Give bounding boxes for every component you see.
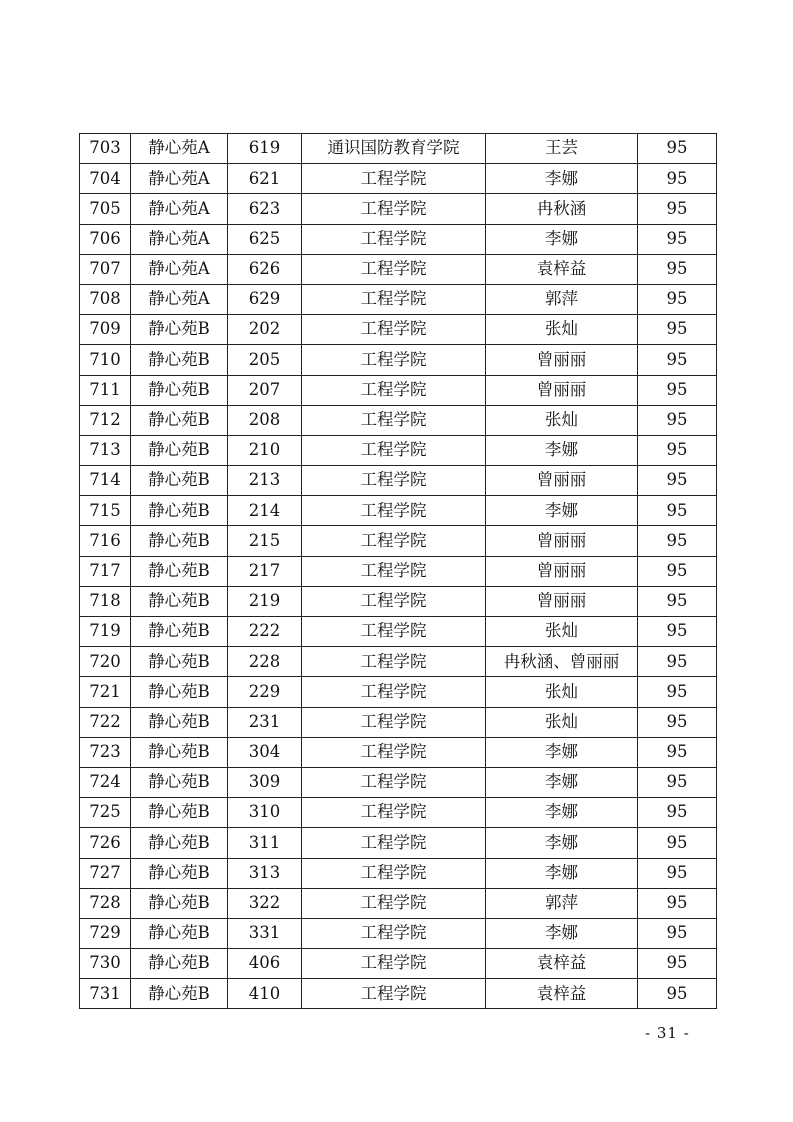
college-cell: 工程学院 <box>302 677 486 707</box>
table-row <box>80 798 717 828</box>
college-cell: 工程学院 <box>302 526 486 556</box>
row-number-cell: 706 <box>80 224 131 254</box>
table-row <box>80 466 717 496</box>
table-row <box>80 556 717 586</box>
room-cell: 208 <box>228 405 302 435</box>
score-cell: 95 <box>638 164 717 194</box>
room-cell: 217 <box>228 556 302 586</box>
counselor-cell: 曾丽丽 <box>486 526 638 556</box>
table-row <box>80 164 717 194</box>
building-cell: 静心苑B <box>131 526 228 556</box>
counselor-cell: 郭萍 <box>486 284 638 314</box>
score-cell: 95 <box>638 888 717 918</box>
counselor-cell: 李娜 <box>486 918 638 948</box>
counselor-cell: 冉秋涵 <box>486 194 638 224</box>
counselor-cell: 张灿 <box>486 617 638 647</box>
building-cell: 静心苑B <box>131 918 228 948</box>
college-cell: 工程学院 <box>302 707 486 737</box>
row-number-cell: 704 <box>80 164 131 194</box>
building-cell: 静心苑A <box>131 134 228 164</box>
building-cell: 静心苑A <box>131 254 228 284</box>
row-number-cell: 725 <box>80 798 131 828</box>
table-row <box>80 979 717 1009</box>
counselor-cell: 曾丽丽 <box>486 586 638 616</box>
score-cell: 95 <box>638 134 717 164</box>
building-cell: 静心苑B <box>131 647 228 677</box>
room-cell: 619 <box>228 134 302 164</box>
college-cell: 工程学院 <box>302 315 486 345</box>
building-cell: 静心苑B <box>131 979 228 1009</box>
table-row <box>80 949 717 979</box>
counselor-cell: 袁梓益 <box>486 979 638 1009</box>
score-cell: 95 <box>638 315 717 345</box>
room-cell: 410 <box>228 979 302 1009</box>
counselor-cell: 张灿 <box>486 677 638 707</box>
row-number-cell: 723 <box>80 737 131 767</box>
building-cell: 静心苑B <box>131 858 228 888</box>
room-cell: 621 <box>228 164 302 194</box>
college-cell: 工程学院 <box>302 466 486 496</box>
college-cell: 工程学院 <box>302 888 486 918</box>
college-cell: 工程学院 <box>302 586 486 616</box>
table-body <box>80 134 717 1009</box>
row-number-cell: 728 <box>80 888 131 918</box>
room-cell: 231 <box>228 707 302 737</box>
table-row <box>80 737 717 767</box>
score-cell: 95 <box>638 375 717 405</box>
counselor-cell: 李娜 <box>486 858 638 888</box>
score-cell: 95 <box>638 466 717 496</box>
row-number-cell: 713 <box>80 435 131 465</box>
row-number-cell: 709 <box>80 315 131 345</box>
room-cell: 210 <box>228 435 302 465</box>
college-cell: 工程学院 <box>302 435 486 465</box>
building-cell: 静心苑B <box>131 798 228 828</box>
table-row <box>80 677 717 707</box>
college-cell: 工程学院 <box>302 617 486 647</box>
row-number-cell: 720 <box>80 647 131 677</box>
counselor-cell: 张灿 <box>486 315 638 345</box>
college-cell: 工程学院 <box>302 737 486 767</box>
table-row <box>80 194 717 224</box>
building-cell: 静心苑B <box>131 737 228 767</box>
table-row <box>80 888 717 918</box>
room-cell: 626 <box>228 254 302 284</box>
row-number-cell: 710 <box>80 345 131 375</box>
building-cell: 静心苑B <box>131 617 228 647</box>
room-cell: 629 <box>228 284 302 314</box>
building-cell: 静心苑B <box>131 677 228 707</box>
college-cell: 工程学院 <box>302 375 486 405</box>
building-cell: 静心苑B <box>131 345 228 375</box>
building-cell: 静心苑B <box>131 888 228 918</box>
building-cell: 静心苑B <box>131 767 228 797</box>
score-cell: 95 <box>638 828 717 858</box>
row-number-cell: 722 <box>80 707 131 737</box>
table-row <box>80 134 717 164</box>
room-cell: 313 <box>228 858 302 888</box>
college-cell: 工程学院 <box>302 224 486 254</box>
row-number-cell: 726 <box>80 828 131 858</box>
room-cell: 304 <box>228 737 302 767</box>
building-cell: 静心苑B <box>131 405 228 435</box>
college-cell: 工程学院 <box>302 405 486 435</box>
building-cell: 静心苑B <box>131 828 228 858</box>
table-row <box>80 707 717 737</box>
counselor-cell: 张灿 <box>486 707 638 737</box>
room-cell: 311 <box>228 828 302 858</box>
score-cell: 95 <box>638 435 717 465</box>
table-row <box>80 284 717 314</box>
building-cell: 静心苑A <box>131 164 228 194</box>
building-cell: 静心苑B <box>131 466 228 496</box>
room-cell: 331 <box>228 918 302 948</box>
building-cell: 静心苑A <box>131 224 228 254</box>
table-row <box>80 375 717 405</box>
counselor-cell: 李娜 <box>486 164 638 194</box>
counselor-cell: 张灿 <box>486 405 638 435</box>
score-cell: 95 <box>638 254 717 284</box>
score-cell: 95 <box>638 647 717 677</box>
score-cell: 95 <box>638 405 717 435</box>
table-row <box>80 345 717 375</box>
counselor-cell: 曾丽丽 <box>486 556 638 586</box>
college-cell: 工程学院 <box>302 949 486 979</box>
score-cell: 95 <box>638 707 717 737</box>
room-cell: 310 <box>228 798 302 828</box>
college-cell: 工程学院 <box>302 918 486 948</box>
room-cell: 213 <box>228 466 302 496</box>
room-cell: 202 <box>228 315 302 345</box>
college-cell: 工程学院 <box>302 496 486 526</box>
room-cell: 219 <box>228 586 302 616</box>
college-cell: 通识国防教育学院 <box>302 134 486 164</box>
room-cell: 406 <box>228 949 302 979</box>
score-cell: 95 <box>638 858 717 888</box>
college-cell: 工程学院 <box>302 798 486 828</box>
row-number-cell: 719 <box>80 617 131 647</box>
college-cell: 工程学院 <box>302 556 486 586</box>
table-row <box>80 767 717 797</box>
table-row <box>80 315 717 345</box>
row-number-cell: 707 <box>80 254 131 284</box>
row-number-cell: 717 <box>80 556 131 586</box>
score-cell: 95 <box>638 224 717 254</box>
score-cell: 95 <box>638 979 717 1009</box>
table-row <box>80 405 717 435</box>
counselor-cell: 李娜 <box>486 798 638 828</box>
row-number-cell: 730 <box>80 949 131 979</box>
score-cell: 95 <box>638 767 717 797</box>
counselor-cell: 李娜 <box>486 737 638 767</box>
row-number-cell: 731 <box>80 979 131 1009</box>
table-row <box>80 647 717 677</box>
row-number-cell: 718 <box>80 586 131 616</box>
counselor-cell: 冉秋涵、曾丽丽 <box>486 647 638 677</box>
building-cell: 静心苑B <box>131 586 228 616</box>
college-cell: 工程学院 <box>302 979 486 1009</box>
room-cell: 309 <box>228 767 302 797</box>
building-cell: 静心苑B <box>131 375 228 405</box>
room-cell: 205 <box>228 345 302 375</box>
room-cell: 215 <box>228 526 302 556</box>
row-number-cell: 712 <box>80 405 131 435</box>
score-cell: 95 <box>638 677 717 707</box>
score-cell: 95 <box>638 737 717 767</box>
table-row <box>80 858 717 888</box>
college-cell: 工程学院 <box>302 647 486 677</box>
room-cell: 214 <box>228 496 302 526</box>
score-cell: 95 <box>638 949 717 979</box>
counselor-cell: 李娜 <box>486 828 638 858</box>
score-cell: 95 <box>638 526 717 556</box>
building-cell: 静心苑B <box>131 556 228 586</box>
room-cell: 229 <box>228 677 302 707</box>
counselor-cell: 曾丽丽 <box>486 466 638 496</box>
score-cell: 95 <box>638 496 717 526</box>
counselor-cell: 李娜 <box>486 224 638 254</box>
building-cell: 静心苑B <box>131 435 228 465</box>
row-number-cell: 727 <box>80 858 131 888</box>
college-cell: 工程学院 <box>302 254 486 284</box>
room-cell: 322 <box>228 888 302 918</box>
college-cell: 工程学院 <box>302 194 486 224</box>
row-number-cell: 714 <box>80 466 131 496</box>
building-cell: 静心苑B <box>131 949 228 979</box>
table-row <box>80 224 717 254</box>
room-cell: 625 <box>228 224 302 254</box>
table-row <box>80 526 717 556</box>
score-cell: 95 <box>638 194 717 224</box>
college-cell: 工程学院 <box>302 767 486 797</box>
counselor-cell: 王芸 <box>486 134 638 164</box>
row-number-cell: 716 <box>80 526 131 556</box>
score-cell: 95 <box>638 617 717 647</box>
counselor-cell: 袁梓益 <box>486 949 638 979</box>
row-number-cell: 715 <box>80 496 131 526</box>
building-cell: 静心苑B <box>131 496 228 526</box>
table-row <box>80 617 717 647</box>
counselor-cell: 曾丽丽 <box>486 375 638 405</box>
college-cell: 工程学院 <box>302 828 486 858</box>
counselor-cell: 李娜 <box>486 496 638 526</box>
counselor-cell: 袁梓益 <box>486 254 638 284</box>
room-cell: 222 <box>228 617 302 647</box>
building-cell: 静心苑B <box>131 315 228 345</box>
building-cell: 静心苑A <box>131 194 228 224</box>
college-cell: 工程学院 <box>302 164 486 194</box>
counselor-cell: 李娜 <box>486 767 638 797</box>
score-cell: 95 <box>638 918 717 948</box>
score-cell: 95 <box>638 556 717 586</box>
row-number-cell: 703 <box>80 134 131 164</box>
counselor-cell: 曾丽丽 <box>486 345 638 375</box>
college-cell: 工程学院 <box>302 345 486 375</box>
row-number-cell: 705 <box>80 194 131 224</box>
row-number-cell: 729 <box>80 918 131 948</box>
score-cell: 95 <box>638 284 717 314</box>
college-cell: 工程学院 <box>302 858 486 888</box>
row-number-cell: 711 <box>80 375 131 405</box>
counselor-cell: 李娜 <box>486 435 638 465</box>
table-row <box>80 496 717 526</box>
college-cell: 工程学院 <box>302 284 486 314</box>
table-row <box>80 918 717 948</box>
score-cell: 95 <box>638 586 717 616</box>
data-table <box>79 133 717 1009</box>
page-number: - 31 - <box>645 1024 690 1042</box>
room-cell: 228 <box>228 647 302 677</box>
table-row <box>80 435 717 465</box>
table-row <box>80 828 717 858</box>
table-row <box>80 586 717 616</box>
score-cell: 95 <box>638 345 717 375</box>
row-number-cell: 708 <box>80 284 131 314</box>
building-cell: 静心苑B <box>131 707 228 737</box>
room-cell: 207 <box>228 375 302 405</box>
room-cell: 623 <box>228 194 302 224</box>
table-row <box>80 254 717 284</box>
counselor-cell: 郭萍 <box>486 888 638 918</box>
score-cell: 95 <box>638 798 717 828</box>
building-cell: 静心苑A <box>131 284 228 314</box>
row-number-cell: 724 <box>80 767 131 797</box>
row-number-cell: 721 <box>80 677 131 707</box>
